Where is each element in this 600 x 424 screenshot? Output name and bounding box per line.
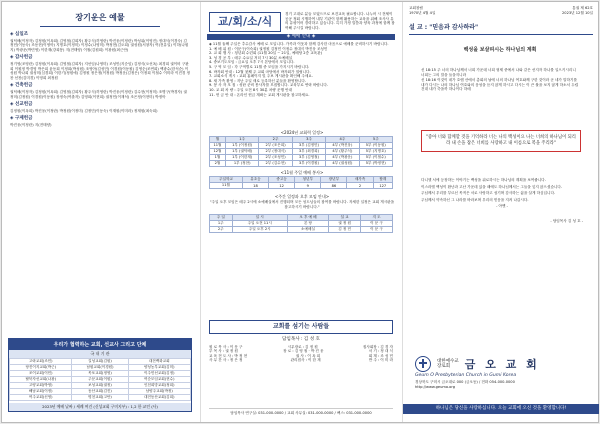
table-header: 3주 [292,137,325,143]
denomination-line: 대한예수교 [437,358,459,364]
body-paragraph: 이스라엘 백성이 환난과 고난 가운데 있을 때에도 하나님께서는 그들을 잊지 않으셨습니다. [421,184,563,189]
table-cell: 2부 (조성민) [259,155,292,161]
cover-panel [402,2,599,422]
table-cell: 127 [373,183,392,189]
table-header: 합계 [373,177,392,183]
table-cell: 1주 [210,221,233,227]
section-body: 권덕배(이정자) 김정원(이옥희) 김영철(김희자) 황주식(허영란) 박진웅(이정란) 김수현(이정미) 조병구(박경자) 권정미(김정원) 이경원(이동원) 장정숙(여춘자) 김영희(이현희) 권정민(이재석) 조은정(이현미) 박정아 [10,89,187,99]
table-cell: 조이교회(이민) [10,371,72,377]
table-cell: 1부 (정찬) [225,161,258,167]
staff-entry: 권 사 : 이 옥 희 [295,353,321,358]
table-cell: 1월 [210,155,226,161]
table-cell: 양성농부교회(김미) [128,365,191,371]
table-cell: 대전동산교회(김희) [128,395,191,401]
section-thanks [10,56,190,80]
table-cell: 4부 (황주식) [326,149,359,155]
table-row [210,161,393,167]
table-header: 청년부 [295,177,321,183]
table-row [10,359,191,365]
list-item: 6. 바자회 안내 : 12월 첫째 주 교회 마당에서 바자회가 열립니다. [209,69,311,74]
contact-footer: 담임목사 연구실: 031-000-0000 / 교회 사무실: 031-000-0000 / 팩스: 031-000-0000 [209,408,393,416]
issue-number: 통권 제 62호 [572,6,593,10]
staff-entry: 장 로 : 김 영 철 · 박 진 웅 [283,349,324,354]
partner-box [8,338,192,412]
table-row [210,149,393,155]
staff-entry: 사 무 간 사 : 정 은 정 [209,358,243,363]
table-header: 새가족 [347,177,373,183]
table-cell: 당진이지교회(박근) [10,365,72,371]
staff-entry: 회 계 : 조 성 민 [368,353,393,358]
table-cell: 5부 (이동원) [359,143,392,149]
section-body: 박진웅(이정란) 지(전태양) [10,122,52,127]
table-cell: 18 [242,183,268,189]
table-cell: 12 [269,183,295,189]
table-header: 월 [210,137,226,143]
table-row [10,371,191,377]
staff-entry: 시무장로 : 김 정 원 [287,344,318,349]
table-header: 1주 [225,137,258,143]
staff-entry: 반 주 : 이 미 라 [368,358,393,363]
table-cell: 11월 [210,183,243,189]
table-cell: 주문교회(이원) [72,377,128,383]
table-header: 4주 [326,137,359,143]
bulletin-sheet [2,2,598,422]
table-cell: 5부 (지명호) [359,149,392,155]
table-cell: 2월 [210,161,226,167]
offering-title: 장기운은 예물 [40,12,160,27]
table-cell: 소예배실 [287,227,328,233]
table-cell: 남원교회(이경원) [72,365,128,371]
list-item: 11. 헌 금 안 내 : 온라인 헌금 계좌는 교회 게시판을 참고하세요. [209,92,310,97]
table-cell: 1부 (이정원) [225,143,258,149]
table-cell: 1부 (권덕배) [225,149,258,155]
church-contact [415,380,593,389]
list-item: 9. 봉 사 자 모 집 : 성탄 준비 봉사자를 모집합니다. 교육부로 연락 바랍니다. [209,83,328,88]
schedule-table [209,136,393,167]
table-header: 2주 [259,137,292,143]
body-paragraph: - 아멘 - [496,204,508,209]
table-header: 유초등 [242,177,268,183]
staff-list [209,338,393,363]
attendance-caption: <11월 주일 예배 봉사> [280,170,324,175]
table-header: 오 후 예 배 [287,215,328,221]
table-cell: 본 당 [287,221,328,227]
table-cell: 2부 (김수현) [259,161,292,167]
verse: 신 18:16 이것이 네가 호렙 산에서 총회의 날에 너의 하나님 여호와께 구한 것이라 곧 네가 말하기를 내가 다시는 나의 하나님 여호와의 음성을 듣지 않게 하시고 다시는 이 큰 불을 보지 않게 하소서 두렵건대 내가 죽을까 하나이다 하매 [421,78,579,92]
table-header: 설 교 [329,215,361,221]
table-cell: 이 문 구 [361,227,393,233]
partner-table [9,358,191,401]
quote-heading: 백성을 보살피시는 하나님의 계획 [463,47,537,53]
table-header: 지 도 [361,215,393,221]
welcome-banner: 하나님은 당신을 사랑하십니다. 오늘 교회에 오신 것을 환영합니다! [403,404,599,414]
list-item: 5. 구 역 모 임 : 각 구역별로 11월 중 모임을 가지시기 바랍니다. [209,64,310,69]
table-cell: 탈북자선교회(나광) [10,377,72,383]
partner-box-footer: 2023년 예배 날짜 / 세례 여건 (신성교회 구미지부) : 1,2 한 교인 (사) [9,403,191,411]
table-row [10,365,191,371]
body-paragraph: 주님께서 약속하신 그 나라를 바라보며 우리의 믿음을 지켜 나갑시다. [421,197,529,202]
section-heading: ◈ 구제헌금 [10,116,33,122]
section-heading: ◈ 선교헌금 [10,102,33,108]
table-cell: 주일 오후 2시 [232,227,287,233]
table-row [210,227,393,233]
table-header: 주 일 [210,215,233,221]
worship-bar: ◈ 예배 안내 ◈ [207,34,395,40]
verse: 신 18:15 주 너의 하나님께서 너희 가운데 너희 형제 중에서 나와 같은 선지자 하나를 일으키시리니 너희는 그의 말을 들을지니라 [421,68,576,77]
staff-entry: 원 로 목 사 : 이 문 구 [209,344,243,349]
table-cell: 동산교회(김진) [72,389,128,395]
pastor-signature: - 담임목사 김 성 호 - [550,218,583,223]
body-paragraph: 다니엘 서에 등장하는 이야기는 백성을 위로하시는 하나님의 계획을 보여줍니다. [421,178,546,182]
table-cell: 4부 (박진웅) [326,143,359,149]
section-relief [10,117,190,127]
duty-table [209,214,393,233]
list-item: 10. 교 회 차 량 : 주일 오전 8시 30분 차량 운행 안내 [209,87,293,92]
table-cell: 2부 (정대식) [259,149,292,155]
list-item: 3. 성 경 공 부 : 매주 수요일 저녁 7시 30분 소예배실 [209,55,293,60]
list-item: 8. 새 가족 환영 : 지난 주일 새로 등록하신 분들을 환영합니다. [209,78,307,83]
schedule-caption: <2024년 교회력 일정> [280,130,324,135]
table-cell: 해남교회(이정) [10,389,72,395]
staff-entry: 집사회장 : 김 경 자 [362,344,393,349]
weekly-note: "주일 오후 모임은 매주 2시에 소예배실에서 진행되며 모든 성도님들의 참여를 바랍니다. 자세한 일정은 교회 게시판을 참고하시기 바랍니다." [209,200,395,209]
church-name: 금 오 교 회 [464,358,540,371]
table-cell: 2부 (조은희) [259,143,292,149]
table-cell: 목포교회(정영) [72,371,128,377]
section-tithe [10,33,190,52]
table-cell: 3부 (최경희) [292,149,325,155]
section-body: 김정원(이옥희) 박진웅(이정란) 박정원(이정미) 김정민(이동숙) 이재원(이미라) 정재원(최숙희) [10,108,158,113]
sermon-title: 설 교 : "믿음과 감사하라" [409,22,593,35]
list-item: ◈ 11월 둘째 주일은 추수감사 예배 로 모입니다. 가족과 이웃과 함께 감사한 마음으로 예배를 준비하시기 바랍니다. [209,42,389,46]
church-address: 경상북도 구미시 금오대로 000 (금오동) / 전화 054-000-0000 [415,380,515,384]
table-row [10,377,191,383]
senior-pastor: 담임목사 : 김 성 호 [282,337,320,342]
table-cell: 3부 (김영철) [292,155,325,161]
list-item: 4. 중보기도모임 : 금요일 오후 7시 본당에서 모입니다. [209,60,295,65]
section-heading: ◈ 감사헌금 [10,55,33,61]
table-cell: 4부 (박광운) [326,155,359,161]
table-cell: 주일 오전 11시 [232,221,287,227]
sermon-body [421,178,583,226]
table-cell: 2주 [210,227,233,233]
table-cell: 11월 [210,143,226,149]
table-cell: 86 [321,183,347,189]
table-cell: 5부 (박정현) [359,161,392,167]
attendance-table [209,176,393,189]
news-intro: 경기 고대로 분들 모였으므로 보건교육 필요합니다. 나누어 시 전체이 공공 정회 시행하여 내부 기관이 함께 활용하는 교육을 위해 조사사 유의 유평이어 경력하고 있습니다. 특히 가정 말씀과 양육 과정에 함께 참여해 주시길 바랍니다. [285,12,395,30]
staff-entry: 부 목 사 : 권 정 원 [209,349,238,354]
table-header: 일 시 [232,215,287,221]
table-cell: 5부 (이철수) [359,155,392,161]
section-heading: ◈ 건축헌금 [10,83,33,89]
table-cell: 2 [347,183,373,189]
denomination-line: 장로회 [437,364,451,369]
highlight-quote: "좋아 너와 함께할 것을 기억하라 너는 나의 백성이요 나는 너희의 하나님이 되리라 내 손을 잡은 너희를 사랑하고 내 이름으로 복을 주리라" [421,130,581,152]
announcement-list [209,42,395,97]
table-header: 중고등 [269,177,295,183]
section-body: 정기영(조영란) 김정원(이옥희) 김영철(김희자) 지선임(나영미) 조성민(지순임) 김정식(오선옥) 최경희 권이비 구완희 이원정 박경영 박은희 윤동희 이정희(박성원) 조영아(김성민) 이경원(이동원) 김영순(조연희) 백광수(한석순) 이성원 박나희 권성미(심경희) 이한기(정원애) 김정원 정은정(이정원) 박정운(김정은) 이정희 이철수 이미라 이진경 정찬 선찬(김미경) 이영희 최정원 [10,61,190,80]
table-cell: 1부 (이한재) [225,155,258,161]
staff-entry: 관리집사 : 이 한 재 [290,358,321,363]
section-building [10,84,190,99]
table-row [10,383,191,389]
table-cell: 인천희망교회(정희) [128,383,191,389]
news-title: 교/회/소/식 [209,12,281,32]
table-header: 5주 [359,137,392,143]
table-header: 장년부 [321,177,347,183]
table-cell: 9 [295,183,321,189]
table-cell: 김 정 민 [329,227,361,233]
table-row [210,155,393,161]
news-panel [200,2,401,422]
body-paragraph: 주님께서 우리를 부르신 목적은 서로 사랑하고 섬기며 감사하는 삶을 살게 하심입니다. [421,191,556,196]
table-row [210,143,393,149]
table-cell: 3부 (김정민) [292,143,325,149]
staff-entry: 교 육 전 도 사 : 박 정 현 [209,353,248,358]
church-logo [415,356,540,372]
issue-header [409,6,593,15]
list-item: 1. 예 배 위 원 : 이문구(이숙희) 권정원 김정민 이정수 정대식 박진웅 조성민 [209,46,328,51]
partner-box-title: 우리가 협력하는 교회, 선교사 그리고 단체 [9,339,191,350]
table-cell: 여순모임교회(현수) [128,377,191,383]
denomination [437,359,459,370]
table-cell: 3부 (이경원) [292,161,325,167]
table-row [10,395,191,401]
section-mission [10,103,190,113]
table-cell: 대전백화교회 [128,359,191,365]
table-row [10,389,191,395]
church-english-name: Geum O Presbyterian Church in Gumi Korea [415,373,517,378]
table-cell: 고양교회(박영) [10,383,72,389]
list-item: 2. 교 회 행 사 : 청년회 수련회 (11월 20일 ~ 21일, 예배당 2층 교육관) [209,51,323,56]
table-cell: 명천교회(고안) [72,395,128,401]
staff-row [209,358,393,363]
founding-date: 1970년 4월 4일 [409,10,436,15]
table-cell: 12월 [210,149,226,155]
table-cell: 이 문 구 [361,221,393,227]
table-cell: 보성교회(권정) [72,383,128,389]
quote-block [417,46,583,57]
members-title: 교회를 섬기는 사람들 [209,320,393,334]
cross-icon [415,356,431,372]
staff-entry: 서 기 : 정 대 식 [368,349,393,354]
table-cell: 권 정 원 [329,221,361,227]
table-cell: 고락교회(조민) [10,359,72,365]
table-cell: 이주민선교회(김정) [128,371,191,377]
issue-date: 2023년 12월 10일 [562,10,593,15]
founding-label: 교회창립 [409,6,423,10]
table-cell: 여주교회(신영) [10,395,72,401]
section-heading: ◈ 십일조 [10,32,29,37]
section-body: 권덕배(이정자) 김정원(이옥희) 김영철(김희자) 황주식(허영란) 박진웅(이정란) 박성위(이영진) 정대식(이경숙) 김정민(이동숙) 조동현(이영아) 지명호(이정미) 이정수(나영미) 박정현(김오희) 권성원(서창자) 여(전유일) 이하(나원지) 박광운(박민영) 이한재(강희봉) 지(전태양) 이철(김원희) 이광원(최근안) [10,38,189,52]
weekly-caption: <주간 일정과 오후 모임 안내> [274,194,330,199]
list-item: 7. 교회소식 게시 : 교회 홈페이지 및 주보 게시판을 확인해 주세요. [209,74,313,79]
table-cell: 길성교회(김원) [72,359,128,365]
scripture-verses [421,68,579,93]
table-header: 주일학교 [210,177,243,183]
partner-box-subtitle: 국 내 기 관 [9,350,191,358]
church-website-link[interactable]: http://www.geumo.org [415,384,456,389]
table-cell: 남양주교회(박정) [128,389,191,395]
offering-panel [2,2,198,422]
table-cell: 4부 (권성원) [326,161,359,167]
